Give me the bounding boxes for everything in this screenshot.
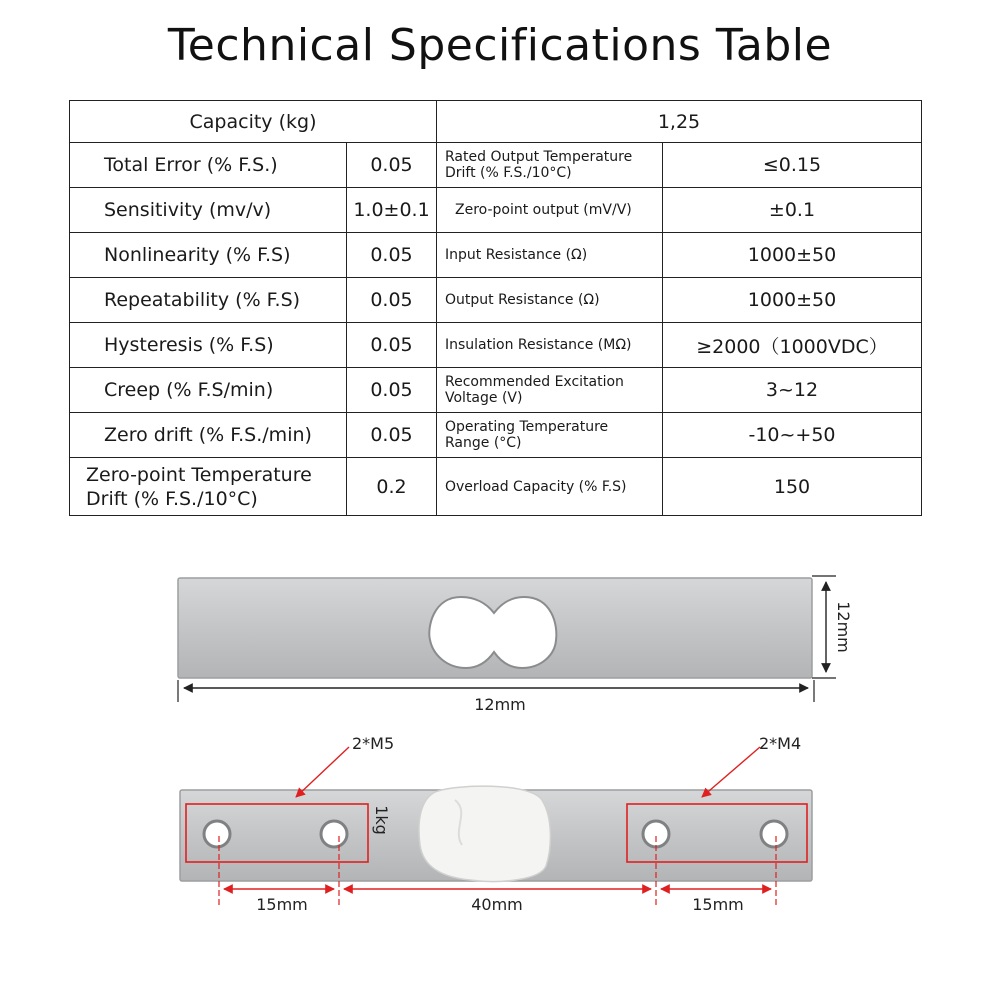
dim-mid-label: 40mm	[471, 895, 523, 914]
mounting-hole-m5	[321, 821, 347, 847]
m4-label: 2*M4	[759, 734, 802, 753]
spec-label: Total Error (% F.S.)	[70, 143, 347, 188]
mounting-hole-m5	[204, 821, 230, 847]
spec-label: Nonlinearity (% F.S)	[70, 233, 347, 278]
capacity-value: 1,25	[437, 101, 922, 143]
spec-value-right: ≥2000（1000VDC）	[663, 323, 922, 368]
spec-value-right: -10~+50	[663, 413, 922, 458]
mounting-hole-m4	[643, 821, 669, 847]
spec-label-right: Zero-point output (mV/V)	[437, 188, 663, 233]
spec-label: Repeatability (% F.S)	[70, 278, 347, 323]
spec-label: Zero drift (% F.S./min)	[70, 413, 347, 458]
spec-label-right: Insulation Resistance (MΩ)	[437, 323, 663, 368]
spec-value-right: 150	[663, 458, 922, 516]
height-dimension-label: 12mm	[834, 601, 853, 653]
page-title: Technical Specifications Table	[167, 20, 833, 71]
bottom-view	[180, 734, 812, 914]
spec-value-right: ≤0.15	[663, 143, 922, 188]
spec-label-right-line1: Recommended Excitation	[445, 374, 624, 390]
spec-label: Creep (% F.S/min)	[70, 368, 347, 413]
spec-value: 1.0±0.1	[347, 188, 437, 233]
spec-label-line2: Drift (% F.S./10°C)	[86, 487, 258, 510]
spec-label-line1: Zero-point Temperature	[86, 463, 312, 486]
length-dimension-label: 12mm	[474, 695, 526, 714]
engraving-text: 1kg	[372, 805, 391, 835]
spec-label-right-line1: Rated Output Temperature	[445, 149, 633, 165]
spec-label-right-line1: Operating Temperature	[445, 419, 609, 435]
spec-label-right-line2: Drift (% F.S./10°C)	[445, 165, 572, 181]
spec-label-right-line2: Voltage (V)	[445, 390, 523, 406]
spec-label-right: Output Resistance (Ω)	[437, 278, 663, 323]
mounting-hole-m4	[761, 821, 787, 847]
spec-value: 0.2	[347, 458, 437, 516]
side-view	[178, 576, 853, 714]
spec-label-right-line2: Range (°C)	[445, 435, 522, 451]
spec-label: Sensitivity (mv/v)	[70, 188, 347, 233]
spec-label-right: Overload Capacity (% F.S)	[437, 458, 663, 516]
spec-value: 0.05	[347, 233, 437, 278]
spec-value-right: ±0.1	[663, 188, 922, 233]
spec-value-right: 1000±50	[663, 233, 922, 278]
m5-label: 2*M5	[352, 734, 395, 753]
spec-value: 0.05	[347, 323, 437, 368]
spec-value: 0.05	[347, 413, 437, 458]
spec-value-right: 3~12	[663, 368, 922, 413]
spec-label: Hysteresis (% F.S)	[70, 323, 347, 368]
spec-value: 0.05	[347, 143, 437, 188]
spec-value-right: 1000±50	[663, 278, 922, 323]
dim-right-label: 15mm	[692, 895, 744, 914]
spec-value: 0.05	[347, 278, 437, 323]
capacity-label: Capacity (kg)	[70, 101, 437, 143]
dim-left-label: 15mm	[256, 895, 308, 914]
spec-value: 0.05	[347, 368, 437, 413]
strain-gauge-glue	[419, 786, 550, 881]
spec-label-right: Input Resistance (Ω)	[437, 233, 663, 278]
